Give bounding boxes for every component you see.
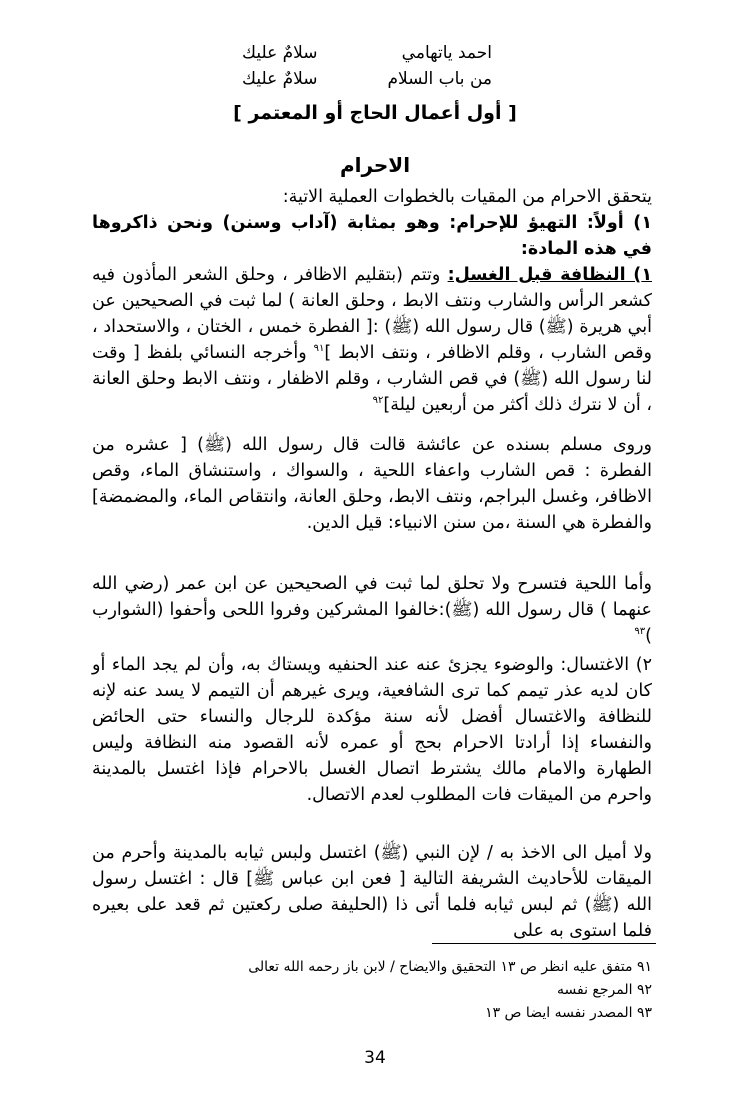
intro-line: يتحقق الاحرام من المقيات بالخطوات العملية الاتية:: [282, 187, 652, 207]
aisha-text: وروى مسلم بسنده عن عائشة قالت قال رسول الله (ﷺ) [ عشره من الفطرة : قص الشارب واعفاء اللحية ، والسواك ، واستنشاق الماء، وقص الاظافر، وغسل البراجم، ونتف الابط، وحلق العانة، وانتقاص الماء، والمضمضة] والفطرة هي السنة ،من سنن الانبياء: قيل الدين.: [92, 435, 652, 533]
paragraph-intro: [92, 184, 652, 418]
paragraph-aisha: [92, 432, 652, 536]
cleanliness-text-2: وأخرجه النسائي بلفظ [ وقت لنا رسول الله (ﷺ) في قص الشارب ، وقلم الاظفار ، ونتف الابط وحلق العانة ، أن لا نترك ذلك أكثر من أربعين ليلة]: [92, 343, 652, 415]
footnote-ref: ٩٣: [634, 626, 646, 638]
greeting-salam: سلامٌ عليك: [242, 43, 318, 63]
greeting-name: احمد ياتهامي: [401, 43, 492, 63]
paragraph-ghusl: [92, 652, 652, 808]
first-point: ١) أولاً: التهيؤ للإحرام: وهو بمثابة (آداب وسنن) ونحن ذاكروها في هذه المادة:: [92, 213, 652, 259]
paragraph-lastly: [92, 840, 652, 944]
section-title: [ أول أعمال الحاج أو المعتمر ]: [233, 102, 517, 124]
page-number: 34: [364, 1048, 386, 1068]
cleanliness-text: وتتم (بتقليم الاظافر ، وحلق الشعر المأذون فيه كشعر الرأس والشارب ونتف الابط ، وحلق العانة ) لما ثبت في الصحيحين عن أبي هريرة (ﷺ) قال رسول الله (ﷺ) :[ الفطرة خمس ، الختان ، والاستحداد ، وقص الشارب ، وقلم الاظافر ، ونتف الابط ]: [92, 265, 652, 363]
paragraph-beard: [92, 571, 652, 649]
ghusl-text: ٢) الاغتسال: والوضوء يجزئ عنه عند الحنفيه ويستاك به، وأن لم يجد الماء أو كان لديه عذر تيمم كما ترى الشافعية، ويرى غيرهم أن التيمم لا يسد عنه لإنه للنظافة والاغتسال أفضل لأنه سنة مؤكدة للرجال والنساء حتى الحائض والنفساء إذا أرادتا الاحرام بحج أو عمره لأنه القصود منه النظافة وليس الطهارة والامام مالك يشترط اتصال الغسل بالاحرام فإذا اغتسل بالمدينة واحرم من الميقات فات المطلوب لعدم الاتصال.: [92, 655, 652, 805]
chapter-heading: الاحرام: [339, 153, 411, 177]
footnote-93: ٩٣ المصدر نفسه ايضا ص ١٣: [485, 1005, 652, 1021]
footnote-divider: [432, 943, 656, 944]
cleanliness-paragraph: [92, 262, 652, 418]
beard-text: وأما اللحية فتسرح ولا تحلق لما ثبت في الصحيحين عن ابن عمر (رضي الله عنهما ) قال رسول الله (ﷺ):خالفوا المشركين وفروا اللحى وأحفوا (الشوارب ): [92, 574, 652, 646]
footnote-ref: ٩٢: [372, 395, 384, 407]
footnote-ref: ٩١: [313, 343, 325, 355]
lastly-text: ولا أميل الى الاخذ به / لإن النبي (ﷺ) اغتسل ولبس ثيابه بالمدينة وأحرم من الميقات للأحاديث الشريفة التالية [ فعن ابن عباس ﷺ] قال : اغتسل رسول الله (ﷺ) ثم لبس ثيابه فلما أتى ذا (الحليفة صلى ركعتين ثم قعد على بعيره فلما استوى به على: [92, 843, 652, 941]
footnote-92: ٩٢ المرجع نفسه: [557, 982, 652, 998]
greeting-salam: سلامٌ عليك: [242, 69, 318, 89]
greeting-place: من باب السلام: [387, 69, 492, 89]
footnote-91: ٩١ متفق عليه انظر ص ١٣ التحقيق والايضاح / لابن باز رحمه الله تعالى: [248, 959, 652, 975]
cleanliness-label: ١) النظافة قبل الغسل:: [447, 265, 652, 285]
greeting-block: [242, 40, 492, 92]
